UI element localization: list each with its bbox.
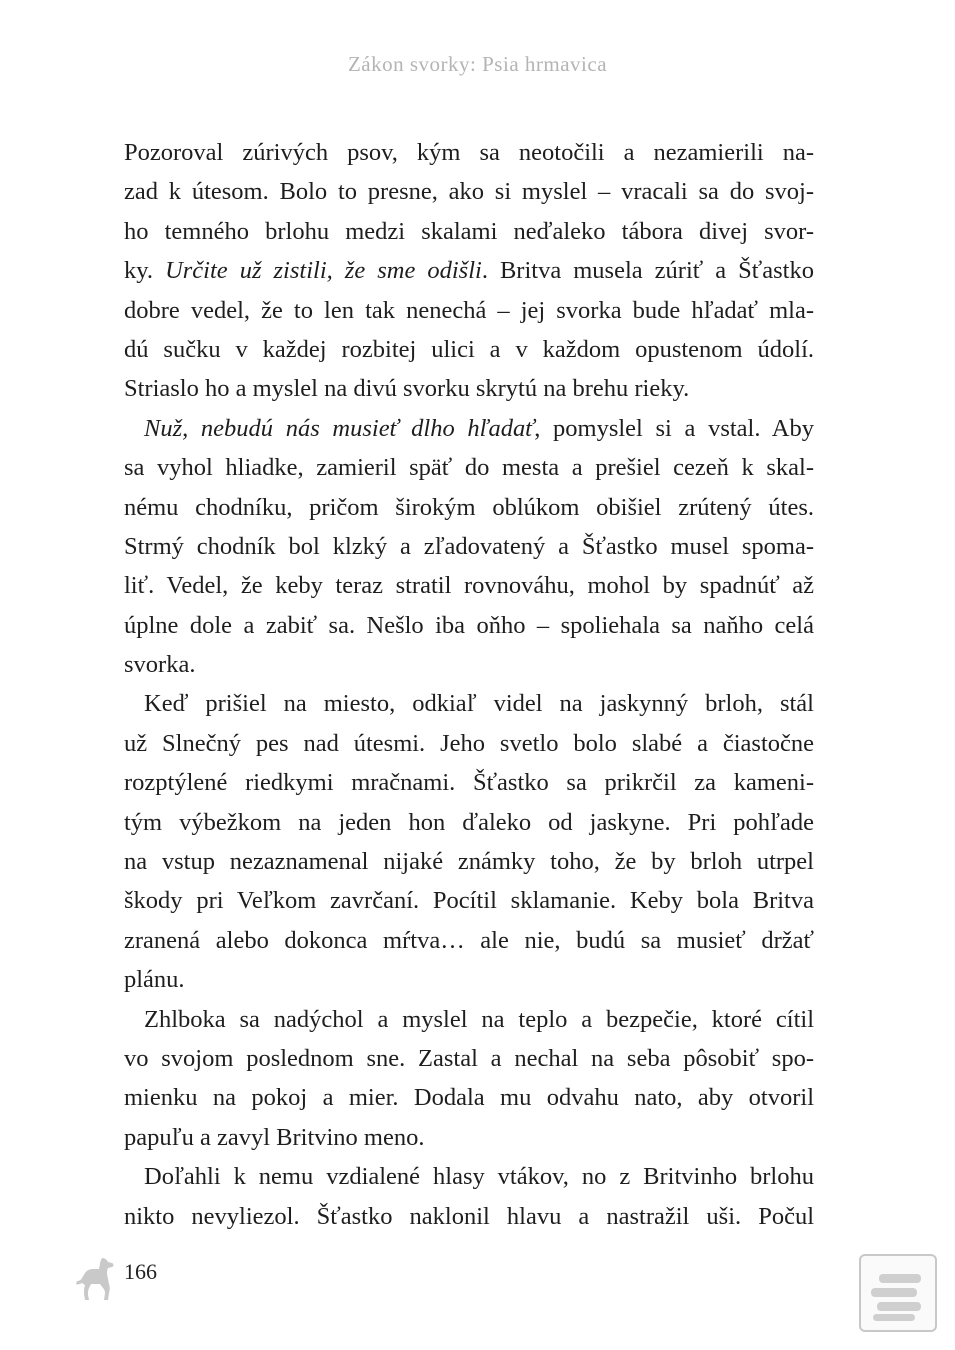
text-line bbox=[124, 291, 814, 330]
text-line bbox=[124, 1078, 814, 1117]
text-line bbox=[124, 448, 814, 487]
body-text bbox=[124, 133, 814, 1236]
text-segment: nému chodníku, pričom širokým oblúkom obišiel zrútený útes. bbox=[124, 493, 814, 521]
text-segment: na vstup nezaznamenal nijaké známky toho, že by brloh utrpel bbox=[124, 848, 814, 876]
text-segment: plánu. bbox=[124, 966, 185, 994]
text-line bbox=[124, 133, 814, 172]
italic-segment: Nuž, nebudú nás musieť dlho hľadať bbox=[144, 414, 535, 442]
text-segment: ho temného brlohu medzi skalami neďaleko tábora divej svor- bbox=[124, 217, 814, 245]
text-segment: . Britva musela zúriť a Šťastko bbox=[481, 257, 814, 285]
text-segment: vo svojom poslednom sne. Zastal a nechal na seba pôsobiť spo- bbox=[124, 1044, 814, 1072]
text-line bbox=[124, 763, 814, 802]
text-segment: tým výbežkom na jeden hon ďaleko od jaskyne. Pri pohľade bbox=[124, 808, 814, 836]
text-line bbox=[124, 330, 814, 369]
text-line bbox=[124, 566, 814, 605]
text-segment: Doľahli k nemu vzdialené hlasy vtákov, no z Britvinho brlohu bbox=[144, 1163, 814, 1191]
text-segment: už Slnečný pes nad útesmi. Jeho svetlo bolo slabé a čiastočne bbox=[124, 729, 814, 757]
text-line bbox=[124, 488, 814, 527]
text-segment: Striaslo ho a myslel na divú svorku skrytú na brehu rieky. bbox=[124, 375, 690, 403]
text-line bbox=[124, 251, 814, 290]
text-segment: mienku na pokoj a mier. Dodala mu odvahu nato, aby otvoril bbox=[124, 1084, 814, 1112]
dog-silhouette-icon bbox=[72, 1256, 116, 1302]
text-line bbox=[124, 724, 814, 763]
page-number: 166 bbox=[124, 1259, 157, 1284]
text-segment: Pozoroval zúrivých psov, kým sa neotočili a nezamierili na- bbox=[124, 139, 814, 166]
text-line bbox=[124, 921, 814, 960]
text-line bbox=[124, 606, 814, 645]
text-line bbox=[124, 527, 814, 566]
text-line bbox=[124, 684, 814, 723]
text-segment: rozptýlené riedkymi mračnami. Šťastko sa prikrčil za kameni- bbox=[124, 769, 814, 797]
text-line bbox=[124, 409, 814, 448]
book-stack-menu-button[interactable] bbox=[859, 1254, 937, 1332]
text-segment: , pomyslel si a vstal. Aby bbox=[534, 414, 814, 442]
text-segment: ky. bbox=[124, 257, 166, 285]
text-line bbox=[124, 645, 814, 684]
text-line bbox=[124, 369, 814, 408]
text-segment: Keď prišiel na miesto, odkiaľ videl na jaskynný brloh, stál bbox=[144, 690, 814, 718]
text-segment: zad k útesom. Bolo to presne, ako si myslel – vracali sa do svoj- bbox=[124, 178, 814, 206]
text-line bbox=[124, 1118, 814, 1157]
text-segment: svorka. bbox=[124, 651, 196, 679]
text-segment: liť. Vedel, že keby teraz stratil rovnováhu, mohol by spadnúť až bbox=[124, 572, 814, 600]
text-segment: dobre vedel, že to len tak nenechá – jej svorka bude hľadať mla- bbox=[124, 296, 814, 324]
text-segment: škody pri Veľkom zavrčaní. Pocítil sklamanie. Keby bola Britva bbox=[124, 887, 814, 915]
text-line bbox=[124, 1039, 814, 1078]
text-segment: dú sučku v každej rozbitej ulici a v každom opustenom údolí. bbox=[124, 335, 814, 363]
text-line bbox=[124, 172, 814, 211]
text-line bbox=[124, 842, 814, 881]
text-segment: zranená alebo dokonca mŕtva… ale nie, budú sa musieť držať bbox=[124, 926, 814, 954]
text-segment: papuľu a zavyl Britvino meno. bbox=[124, 1123, 425, 1151]
text-segment: Zhlboka sa nadýchol a myslel na teplo a bezpečie, ktoré cítil bbox=[144, 1005, 814, 1033]
text-line bbox=[124, 960, 814, 999]
text-line bbox=[124, 1197, 814, 1236]
text-line bbox=[124, 1157, 814, 1196]
text-segment: Strmý chodník bol klzký a zľadovatený a Šťastko musel spoma- bbox=[124, 532, 814, 560]
text-line bbox=[124, 803, 814, 842]
text-segment: úplne dole a zabiť sa. Nešlo iba oňho – spoliehala sa naňho celá bbox=[124, 611, 814, 639]
text-line bbox=[124, 881, 814, 920]
running-head: Zákon svorky: Psia hrmavica bbox=[347, 52, 608, 76]
italic-segment: Určite už zistili, že sme odišli bbox=[165, 257, 482, 285]
text-segment: nikto nevyliezol. Šťastko naklonil hlavu a nastražil uši. Počul bbox=[124, 1202, 814, 1230]
text-segment: sa vyhol hliadke, zamieril späť do mesta a prešiel cezeň k skal- bbox=[124, 454, 814, 482]
text-line bbox=[124, 212, 814, 251]
text-line bbox=[124, 1000, 814, 1039]
